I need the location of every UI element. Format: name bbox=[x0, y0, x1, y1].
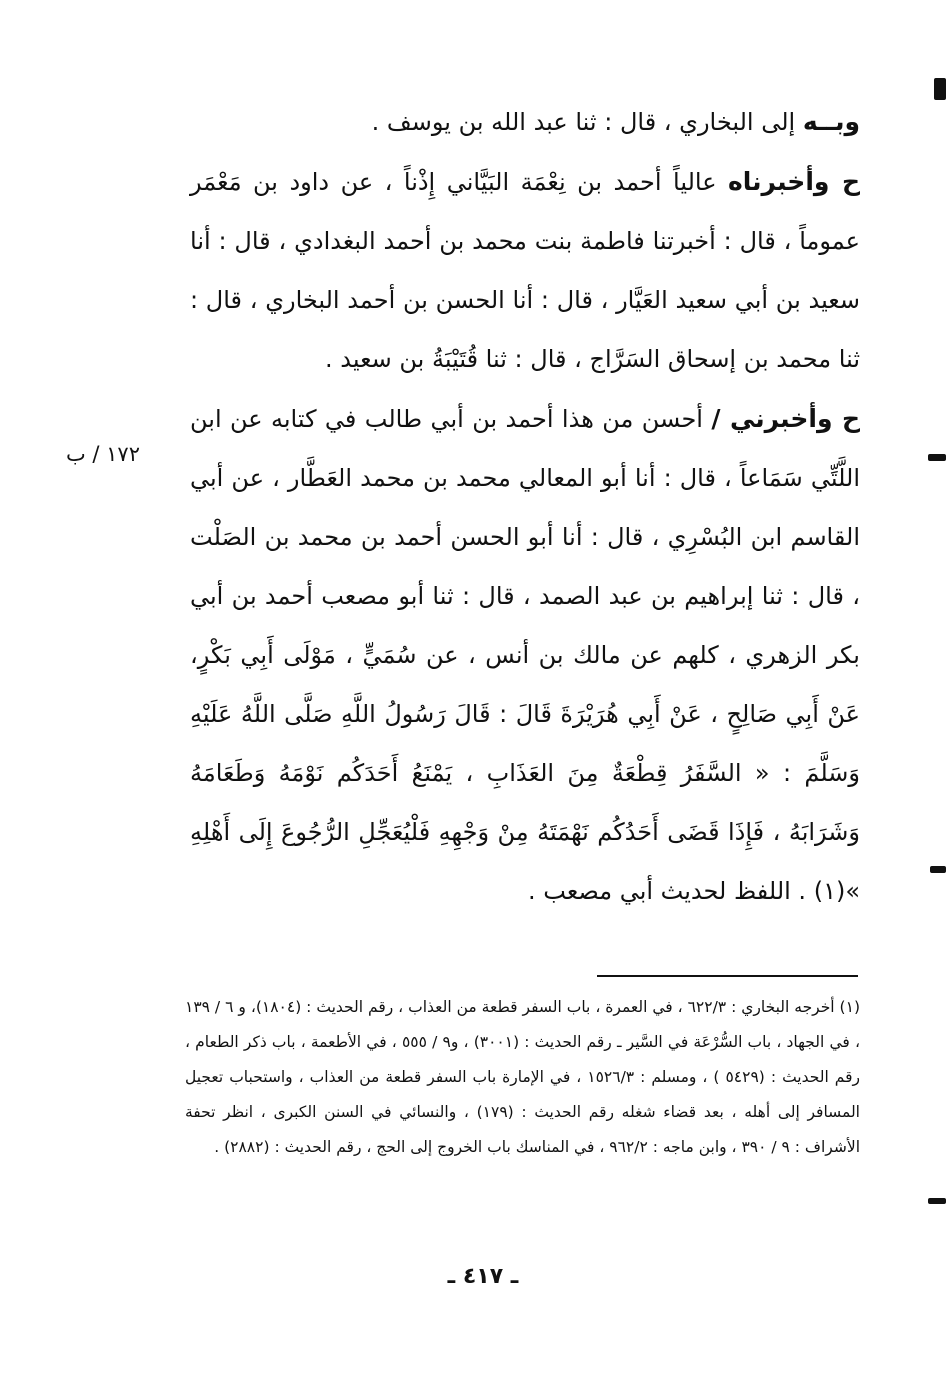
paragraph-lead: وبــه bbox=[802, 107, 860, 136]
scan-edge-mark bbox=[930, 866, 946, 873]
paragraph-body: أحسن من هذا أحمد بن أبي طالب في كتابه عن ابن اللَّتِّي سَمَاعاً ، قال : أنا أبو المعالي محمد بن محمد العَطَّار ، عن أبي القاسم ابن البُسْرِي ، قال : أنا أبو الحسن أحمد بن محمد بن الصَلْت ، قال : ثنا إبراهيم بن عبد الصمد ، قال : ثنا أبو مصعب أحمد بن أبي بكر الزهري ، كلهم عن مالك بن أنس ، عن سُمَيٍّ ، مَوْلَى أَبِي بَكْرٍ، عَنْ أَبِي صَالِحٍ ، عَنْ أَبِي هُرَيْرَةَ قَالَ : قَالَ رَسُولُ اللَّهِ صَلَّى اللَّهُ عَلَيْهِ وَسَلَّمَ : « السَّفَرُ قِطْعَةٌ مِنَ العَذَابِ ، يَمْنَعُ أَحَدَكُم نَوْمَهُ وَطَعَامَهُ وَشَرَابَهُ ، فَإِذَا قَضَى أَحَدُكُم نَهْمَتَهُ مِنْ وَجْهِهِ فَلْيُعَجِّلِ الرُّجُوعَ إِلَى أَهْلِهِ »(١) . اللفظ لحديث أبي مصعب . bbox=[190, 405, 860, 905]
manuscript-folio-note: ١٧٢ / ب bbox=[65, 442, 140, 466]
footnote-separator bbox=[597, 975, 858, 977]
page-number: ـ ٤١٧ ـ bbox=[447, 1264, 519, 1289]
footnote-1: (١) أخرجه البخاري : ٦٢٢/٣ ، في العمرة ، باب السفر قطعة من العذاب ، رقم الحديث : (١٨٠٤)، و ٦ / ١٣٩ ، في الجهاد ، باب السُّرْعَة في السَّير ـ رقم الحديث : (٣٠٠١) ، و٩ / ٥٥٥ ، في الأطعمة ، باب ذكر الطعام ، رقم الحديث : (٥٤٢٩ ) ، ومسلم : ١٥٢٦/٣ ، في الإمارة باب السفر قطعة من العذاب ، واستحباب تعجيل المسافر إلى أهله ، بعد قضاء شغله رقم الحديث : (١٧٩) ، والنسائي في السنن الكبرى ، انظر تحفة الأشراف : ٩ / ٣٩٠ ، وابن ماجه : ٩٦٢/٢ ، في المناسك باب الخروج إلى الحج ، رقم الحديث : (٢٨٨٢) . bbox=[185, 998, 861, 1156]
main-text bbox=[190, 92, 860, 921]
paragraph-body: عالياً أحمد بن نِعْمَة البَيَّاني إِذْناً ، عن داود بن مَعْمَر عموماً ، قال : أخبرتنا فاطمة بنت محمد بن أحمد البغدادي ، قال : أنا سعيد بن أبي سعيد العَيَّار ، قال : أنا الحسن بن أحمد البخاري ، قال : ثنا محمد بن إسحاق السَرَّاج ، قال : ثنا قُتَيْبَةُ بن سعيد . bbox=[190, 168, 860, 373]
paragraph-3 bbox=[190, 389, 860, 921]
paragraph-lead: ح وأخبرناه bbox=[728, 167, 861, 196]
footnotes bbox=[185, 990, 860, 1165]
paragraph-body: إلى البخاري ، قال : ثنا عبد الله بن يوسف . bbox=[371, 108, 803, 136]
paragraph-1 bbox=[190, 92, 860, 152]
scan-edge-mark bbox=[928, 1198, 946, 1204]
paragraph-lead: ح وأخبرني / bbox=[711, 404, 860, 433]
paragraph-2 bbox=[190, 152, 860, 389]
scan-edge-mark bbox=[928, 454, 946, 461]
scan-edge-mark bbox=[934, 78, 946, 100]
